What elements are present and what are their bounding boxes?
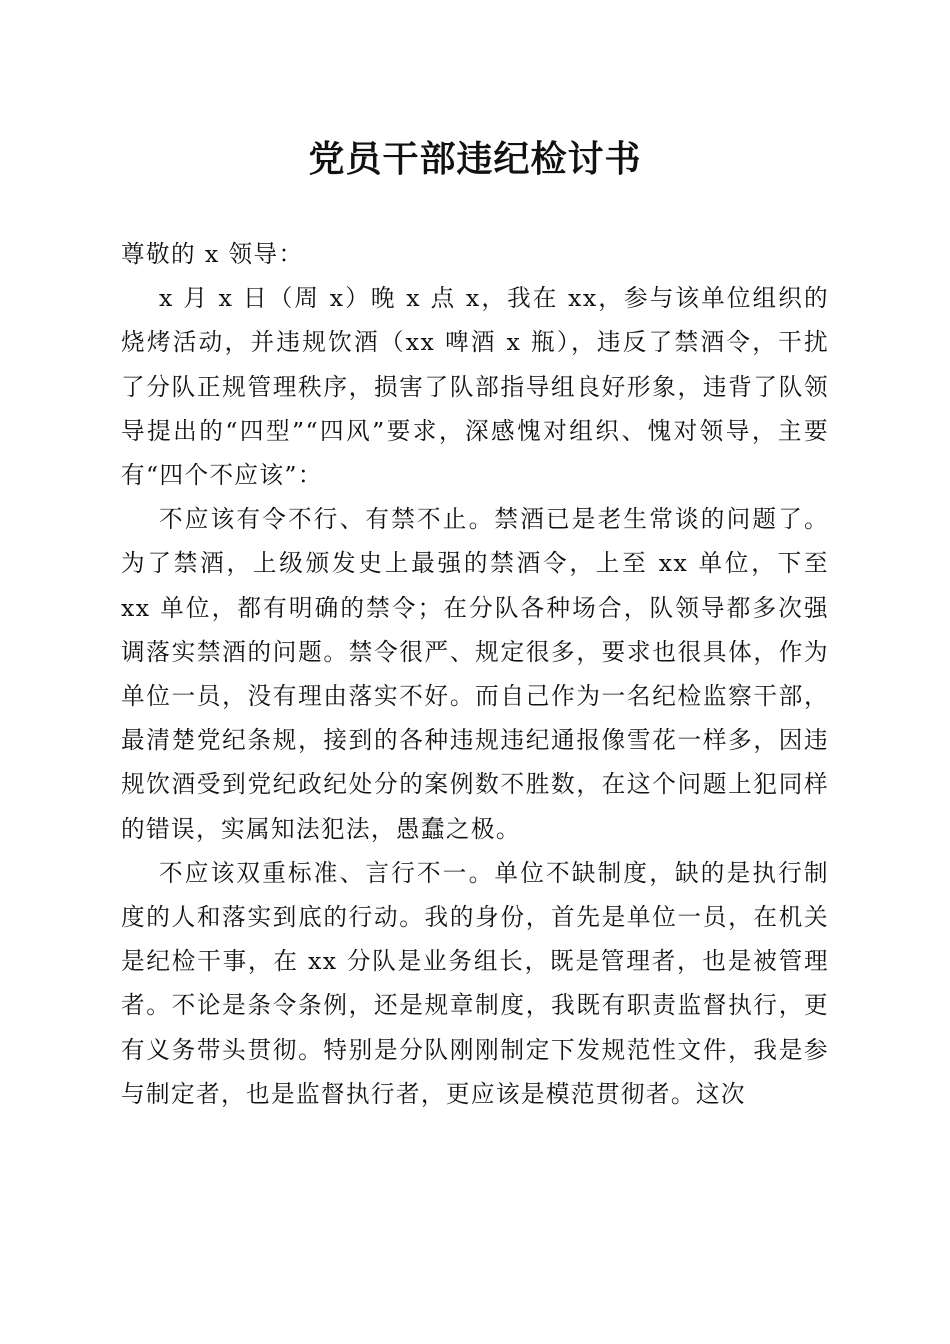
paragraph-2: 不应该有令不行、有禁不止。禁酒已是老生常谈的问题了。为了禁酒，上级颁发史上最强的禁酒令，上至 xx 单位，下至 xx 单位，都有明确的禁令；在分队各种场合，队领导都多次强调落实禁酒的问题。禁令很严、规定很多，要求也很具体，作为单位一员，没有理由落实不好。而自己作为一名纪检监察干部，最清楚党纪条规，接到的各种违规违纪通报像雪花一样多，因违规饮酒受到党纪政纪处分的案例数不胜数，在这个问题上犯同样的错误，实属知法犯法，愚蠢之极。 (121, 505, 829, 843)
paragraph-1: x 月 x 日（周 x）晚 x 点 x，我在 xx，参与该单位组织的烧烤活动，并违规饮酒（xx 啤酒 x 瓶），违反了禁酒令，干扰了分队正规管理秩序，损害了队部指导组良好形象，违背了队领导提出的“四型”“四风”要求，深感愧对组织、愧对领导，主要有“四个不应该”： (121, 284, 829, 490)
document-body (121, 232, 829, 1116)
document-title: 党员干部违纪检讨书 (308, 138, 642, 180)
paragraph-3: 不应该双重标准、言行不一。单位不缺制度，缺的是执行制度的人和落实到底的行动。我的身份，首先是单位一员，在机关是纪检干事，在 xx 分队是业务组长，既是管理者，也是被管理者。不论是条令条例，还是规章制度，我既有职责监督执行，更有义务带头贯彻。特别是分队刚刚制定下发规范性文件，我是参与制定者，也是监督执行者，更应该是模范贯彻者。这次 (121, 858, 829, 1108)
salutation: 尊敬的 x 领导： (121, 240, 304, 268)
